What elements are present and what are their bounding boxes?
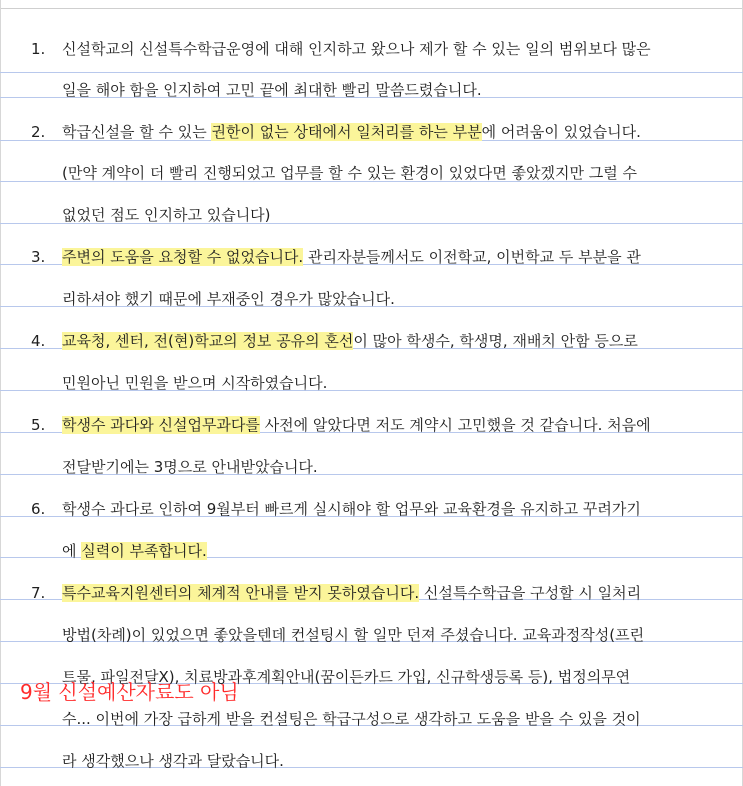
list-item-6-line-1 (0, 497, 743, 521)
list-item-7-line-4 (0, 707, 743, 731)
text-segment: 수... 이번에 가장 급하게 받을 컨설팅은 학급구성으로 생각하고 도움을 받을 수 있을 것이 (62, 710, 641, 728)
list-item-2-line-3 (0, 203, 743, 227)
item-text (62, 497, 641, 521)
item-text (62, 707, 641, 731)
item-text (62, 539, 207, 563)
item-number: 1. (31, 40, 46, 58)
text-segment: 에 (62, 542, 82, 560)
list-item-2-line-1 (0, 120, 743, 144)
text-segment: 신설학교의 신설특수학급운영에 대해 인지하고 왔으나 제가 할 수 있는 일의 범위보다 많은 (62, 40, 651, 58)
item-text (62, 455, 318, 479)
list-item-5-line-2 (0, 455, 743, 479)
text-segment: 관리자분들께서도 이전학교, 이번학교 두 부분을 관 (303, 248, 641, 266)
list-item-7-line-5 (0, 749, 743, 773)
text-segment: (만약 계약이 더 빨리 진행되었고 업무를 할 수 있는 환경이 있었다면 좋았겠지만 그럴 수 (62, 164, 637, 182)
red-annotation: 9월 신설예산자료도 아님 (20, 680, 239, 704)
item-text (62, 581, 641, 605)
text-segment: 일을 해야 함을 인지하여 고민 끝에 최대한 빨리 말씀드렸습니다. (62, 81, 482, 99)
item-text (62, 161, 637, 185)
item-number: 4. (31, 332, 46, 350)
highlighted-text: 주변의 도움을 요청할 수 없었습니다. (62, 248, 304, 266)
text-segment: 라 생각했으나 생각과 달랐습니다. (62, 752, 284, 770)
item-text (62, 287, 395, 311)
text-segment: 사전에 알았다면 저도 계약시 고민했을 것 같습니다. 처음에 (259, 416, 651, 434)
list-item-6-line-2 (0, 539, 743, 563)
list-item-3-line-1 (0, 245, 743, 269)
list-item-4-line-1 (0, 329, 743, 353)
highlighted-text: 특수교육지원센터의 체계적 안내를 받지 못하였습니다. (62, 584, 420, 602)
item-text (62, 413, 651, 437)
item-number: 2. (31, 123, 46, 141)
list-item-3-line-2 (0, 287, 743, 311)
highlighted-text: 교육청, 센터, 전(현)학교의 정보 공유의 혼선 (62, 332, 354, 350)
item-number: 3. (31, 248, 46, 266)
item-text (62, 37, 651, 61)
item-number: 6. (31, 500, 46, 518)
item-text (62, 749, 284, 773)
text-segment: 학생수 과다로 인하여 9월부터 빠르게 실시해야 할 업무와 교육환경을 유지하고 꾸려가기 (62, 500, 641, 518)
list-item-1-line-1 (0, 37, 743, 61)
text-segment: 민원아닌 민원을 받으며 시작하였습니다. (62, 374, 328, 392)
text-segment: 신설특수학급을 구성할 시 일처리 (419, 584, 642, 602)
item-text (62, 245, 641, 269)
text-segment: 없었던 점도 인지하고 있습니다) (62, 206, 271, 224)
text-segment: 리하셔야 했기 때문에 부재중인 경우가 많았습니다. (62, 290, 395, 308)
highlighted-text: 실력이 부족합니다. (81, 542, 207, 560)
list-item-4-line-2 (0, 371, 743, 395)
list-item-2-line-2 (0, 161, 743, 185)
item-text (62, 203, 271, 227)
item-text (62, 78, 482, 102)
item-text (62, 371, 327, 395)
list-item-7-line-1 (0, 581, 743, 605)
page-top-edge (0, 8, 743, 9)
text-segment: 에 어려움이 있었습니다. (481, 123, 641, 141)
item-text (62, 120, 641, 144)
list-item-5-line-1 (0, 413, 743, 437)
ruled-line (0, 72, 743, 73)
item-number: 5. (31, 416, 46, 434)
text-segment: 방법(차례)이 있었으면 좋았을텐데 컨설팅시 할 일만 던져 주셨습니다. 교육과정작성(프린 (62, 626, 645, 644)
item-text (62, 623, 644, 647)
highlighted-text: 학생수 과다와 신설업무과다를 (62, 416, 260, 434)
item-text (62, 329, 638, 353)
text-segment: 트물, 파일전달X), 치료방과후계획안내(꿈이든카드 가입, 신규학생등록 등), 법정의무연 (62, 668, 631, 686)
text-segment: 전달받기에는 3명으로 안내받았습니다. (62, 458, 318, 476)
text-segment: 이 많아 학생수, 학생명, 재배치 안함 등으로 (353, 332, 638, 350)
list-item-1-line-2 (0, 78, 743, 102)
list-item-7-line-2 (0, 623, 743, 647)
text-segment: 학급신설을 할 수 있는 (62, 123, 212, 141)
highlighted-text: 권한이 없는 상태에서 일처리를 하는 부분 (211, 123, 482, 141)
item-number: 7. (31, 584, 46, 602)
